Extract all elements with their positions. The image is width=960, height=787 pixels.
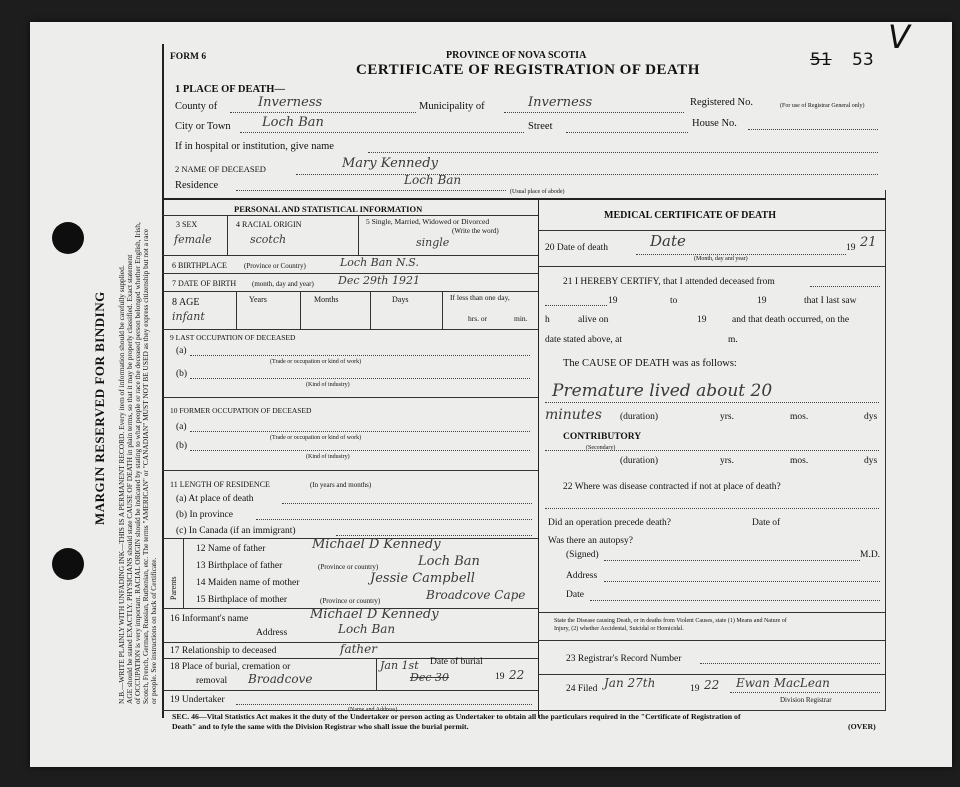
date-label: Date xyxy=(566,590,584,600)
medical-heading: MEDICAL CERTIFICATE OF DEATH xyxy=(604,210,776,221)
date-stated-text: date stated above, at xyxy=(545,335,623,345)
residence-in-canada: (c) In Canada (if an immigrant) xyxy=(176,526,296,536)
burial-place-value: Broadcove xyxy=(248,672,313,686)
deceased-name-value: Mary Kennedy xyxy=(342,156,438,171)
hospital-label: If in hospital or institution, give name xyxy=(175,141,334,152)
check-mark: V xyxy=(888,18,910,56)
disease-note-line2: Injury, (2) whether Accidental, Suicidal or Homicidal. xyxy=(554,626,684,632)
margin-note-line: AGE should be stated EXACTLY. PHYSICIANS should state CAUSE OF DEATH in plain terms, so that it may be properly classified. Exact statement xyxy=(125,254,134,704)
sex-value: female xyxy=(174,233,212,246)
mother-name-value: Jessie Campbell xyxy=(370,571,475,586)
residence-at-place: (a) At place of death xyxy=(176,494,254,504)
stamp-number: 53 xyxy=(852,50,874,70)
operation-label: Did an operation precede death? xyxy=(548,518,671,528)
city-label: City or Town xyxy=(175,121,231,132)
form-number: FORM 6 xyxy=(170,52,207,62)
street-label: Street xyxy=(528,121,553,132)
margin-note-line: Scotch, French, German, Russian, Ruthenian, etc. The terms "AMERICAN" or "CANADIAN" MUST NOT BE USED as they express citizenship but not a race xyxy=(141,228,150,704)
former-occupation-label: 10 FORMER OCCUPATION OF DECEASED xyxy=(170,406,312,415)
marital-value: single xyxy=(416,236,450,249)
trade-note: (Trade or occupation or kind of work) xyxy=(270,359,362,365)
contrib-yrs-label: yrs. xyxy=(720,456,734,466)
certify-to-19: 19 xyxy=(757,296,767,306)
registrar-signature: Ewan MacLean xyxy=(736,676,830,690)
abode-note: (Usual place of abode) xyxy=(510,189,565,195)
contrib-mos-label: mos. xyxy=(790,456,809,466)
death-year-value: 21 xyxy=(860,235,877,250)
signed-label: (Signed) xyxy=(566,550,599,560)
informant-label: 16 Informant's name xyxy=(170,614,249,624)
racial-value: scotch xyxy=(250,233,287,246)
margin-note-line: of OCCUPATION is very important. RACIAL ORIGIN should be indicated by stating to what people or race the deceased person belonged whether English, Irish, xyxy=(133,222,142,704)
autopsy-label: Was there an autopsy? xyxy=(548,536,633,546)
contracted-label: 22 Where was disease contracted if not at place of death? xyxy=(563,482,781,492)
filed-label: 24 Filed xyxy=(566,684,598,694)
filed-year-value: 22 xyxy=(704,678,720,692)
industry-note: (Kind of industry) xyxy=(306,382,350,388)
last-saw-text: that I last saw xyxy=(804,296,857,306)
months-label: Months xyxy=(314,295,339,304)
certify-from-19: 19 xyxy=(608,296,618,306)
struck-number: 51 xyxy=(810,50,832,70)
residence-value: Loch Ban xyxy=(404,173,462,187)
relationship-value: father xyxy=(340,642,377,656)
birthplace-note: (Province or Country) xyxy=(244,262,306,270)
registered-note: (For use of Registrar General only) xyxy=(780,103,865,109)
former-occ-b: (b) xyxy=(176,441,188,451)
secondary-note: (Secondary) xyxy=(586,445,616,451)
burial-label: 18 Place of burial, cremation or xyxy=(170,662,291,672)
undertaker-note: (Name and Address) xyxy=(348,707,398,713)
years-label: Years xyxy=(249,295,267,304)
cause-value-line2: minutes xyxy=(545,407,602,423)
father-name-label: 12 Name of father xyxy=(196,544,266,554)
burial-year-prefix: 19 xyxy=(495,672,505,682)
h-label: h xyxy=(545,315,550,325)
marital-label: 5 Single, Married, Widowed or Divorced xyxy=(366,217,490,226)
operation-date-label: Date of xyxy=(752,518,781,528)
binding-hole-top xyxy=(52,222,84,254)
father-birthplace-note: (Province or country) xyxy=(318,563,379,571)
contrib-dys-label: dys xyxy=(864,456,878,466)
margin-note-line: N.B.—WRITE PLAINLY WITH UNFADING INK—THIS IS A PERMANENT RECORD. Every item of information should be carefully supplied. xyxy=(117,265,126,704)
former-industry-note: (Kind of industry) xyxy=(306,454,350,460)
cause-label: The CAUSE OF DEATH was as follows: xyxy=(563,358,737,369)
dob-value: Dec 29th 1921 xyxy=(338,274,420,287)
sex-label: 3 SEX xyxy=(176,220,198,229)
last-occupation-label: 9 LAST OCCUPATION OF DECEASED xyxy=(170,333,296,342)
personal-heading: PERSONAL AND STATISTICAL INFORMATION xyxy=(234,204,423,214)
address-label: Address xyxy=(566,571,598,581)
informant-address-value: Loch Ban xyxy=(338,622,396,636)
dob-note: (month, day and year) xyxy=(252,280,314,288)
contributory-label: CONTRIBUTORY xyxy=(563,432,642,442)
death-year-prefix: 19 xyxy=(846,243,856,253)
father-birthplace-label: 13 Birthplace of father xyxy=(196,561,283,571)
father-birthplace-value: Loch Ban xyxy=(418,554,480,569)
filed-date-value: Jan 27th xyxy=(604,676,656,690)
footer-line2: Death" and to fyle the same with the Division Registrar who shall issue the burial permit. xyxy=(172,722,469,731)
last-occ-a: (a) xyxy=(176,346,187,356)
undertaker-label: 19 Undertaker xyxy=(170,695,225,705)
contrib-duration-label: (duration) xyxy=(620,456,658,466)
form-left-border xyxy=(162,44,164,718)
place-heading: 1 PLACE OF DEATH— xyxy=(175,84,285,95)
binding-hole-bottom xyxy=(52,548,84,580)
margin-note-line: or people. See instructions on back of Certificate. xyxy=(149,557,158,704)
registered-label: Registered No. xyxy=(690,97,753,108)
informant-address-label: Address xyxy=(256,628,288,638)
burial-month-struck: Dec 30 xyxy=(410,671,449,684)
days-label: Days xyxy=(392,295,409,304)
disease-note-line1: State the Disease causing Death, or in deaths from Violent Causes, state (1) Means and Nature of xyxy=(554,618,787,624)
mos-label: mos. xyxy=(790,412,809,422)
cause-value-line1: Premature lived about 20 xyxy=(552,381,773,401)
less-day-label: If less than one day, xyxy=(450,293,510,302)
mother-birthplace-value: Broadcove Cape xyxy=(426,588,526,602)
municipality-label: Municipality of xyxy=(419,101,485,112)
footer-line1: SEC. 46—Vital Statistics Act makes it the duty of the Undertaker or person acting as Undertaker to obtain all the particulars required in the "Certificate of Registration of xyxy=(172,712,741,721)
birthplace-label: 6 BIRTHPLACE xyxy=(172,261,227,270)
age-value: infant xyxy=(172,310,205,323)
yrs-label: yrs. xyxy=(720,412,734,422)
racial-label: 4 RACIAL ORIGIN xyxy=(236,220,302,229)
record-number-label: 23 Registrar's Record Number xyxy=(566,654,682,664)
death-date-label: 20 Date of death xyxy=(545,243,609,253)
birthplace-value: Loch Ban N.S. xyxy=(340,256,419,269)
former-occ-a: (a) xyxy=(176,422,187,432)
residence-label: Residence xyxy=(175,180,219,191)
min-label: min. xyxy=(514,314,528,323)
county-label: County of xyxy=(175,101,218,112)
municipality-value: Inverness xyxy=(528,95,593,110)
binding-margin-label: MARGIN RESERVED FOR BINDING xyxy=(92,291,107,525)
m-label: m. xyxy=(728,335,738,345)
filed-year-prefix: 19 xyxy=(690,684,700,694)
marital-note: (Write the word) xyxy=(452,227,499,235)
alive-on-text: alive on xyxy=(578,315,609,325)
county-value: Inverness xyxy=(258,95,323,110)
death-date-note: (Month, day and year) xyxy=(694,256,748,262)
death-date-value: Date xyxy=(650,232,686,250)
informant-name-value: Michael D Kennedy xyxy=(310,607,439,622)
division-registrar-label: Division Registrar xyxy=(780,696,832,704)
dob-label: 7 DATE OF BIRTH xyxy=(172,279,237,288)
burial-date-value: Jan 1st xyxy=(380,659,419,672)
last-occ-b: (b) xyxy=(176,369,188,379)
age-label: 8 AGE xyxy=(172,297,200,308)
province-heading: PROVINCE OF NOVA SCOTIA xyxy=(446,50,587,61)
form-right-border xyxy=(885,190,886,710)
burial-date-label: Date of burial xyxy=(430,657,483,667)
residence-in-province: (b) In province xyxy=(176,510,233,520)
hrs-label: hrs. or xyxy=(468,314,488,323)
burial-removal-label: removal xyxy=(196,676,228,686)
deceased-name-label: 2 NAME OF DECEASED xyxy=(175,164,266,174)
footer-over: (OVER) xyxy=(848,722,876,731)
alive-19: 19 xyxy=(697,315,707,325)
certify-to: to xyxy=(670,296,678,306)
dys-label: dys xyxy=(864,412,878,422)
father-name-value: Michael D Kennedy xyxy=(312,537,441,552)
mother-birthplace-note: (Province or country) xyxy=(320,597,381,605)
certify-text: 21 I HEREBY CERTIFY, that I attended deceased from xyxy=(563,277,775,287)
residence-length-heading: 11 LENGTH OF RESIDENCE xyxy=(170,480,270,489)
former-trade-note: (Trade or occupation or kind of work) xyxy=(270,435,362,441)
mother-birthplace-label: 15 Birthplace of mother xyxy=(196,595,288,605)
certificate-page xyxy=(30,22,952,767)
burial-year-value: 22 xyxy=(509,668,525,682)
certificate-title: CERTIFICATE OF REGISTRATION OF DEATH xyxy=(356,62,700,78)
mother-name-label: 14 Maiden name of mother xyxy=(196,578,300,588)
death-occurred-text: and that death occurred, on the xyxy=(732,315,850,325)
relationship-label: 17 Relationship to deceased xyxy=(170,646,277,656)
residence-length-note: (In years and months) xyxy=(310,481,372,489)
md-label: M.D. xyxy=(860,550,881,560)
duration-label: (duration) xyxy=(620,412,658,422)
house-label: House No. xyxy=(692,118,737,129)
city-value: Loch Ban xyxy=(262,115,324,130)
parents-side-label: Parents xyxy=(169,576,178,600)
